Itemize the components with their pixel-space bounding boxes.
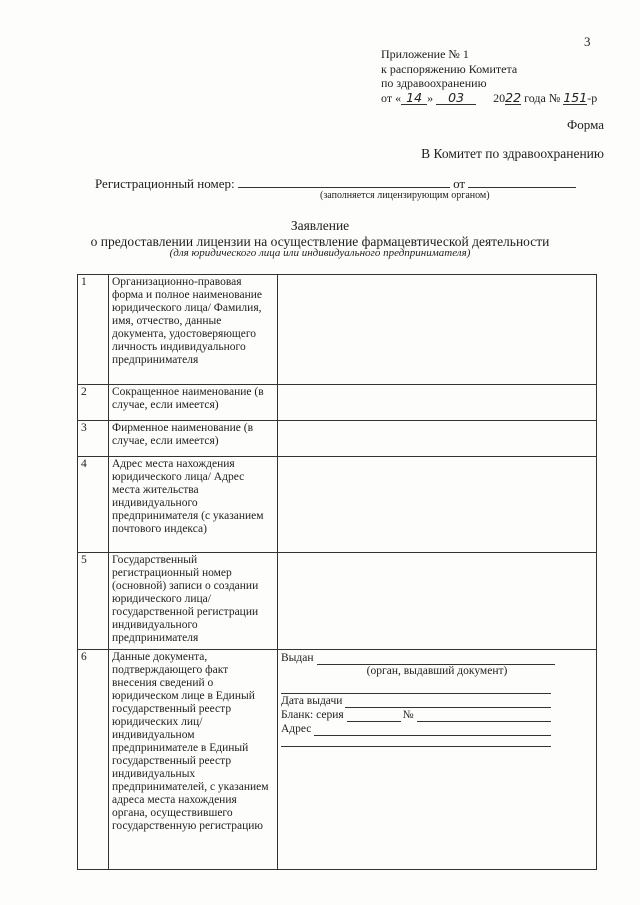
order-number: 151 [563, 89, 588, 105]
table-row [78, 421, 597, 457]
row-number: 6 [78, 650, 109, 870]
issue-date-line [281, 694, 593, 708]
appendix-line-1: Приложение № 1 [381, 47, 469, 61]
row-label: Адрес места нахождения юридического лица/ Адрес места жительства индивидуального предпринимателя (с указанием почтового индекса) [109, 457, 278, 553]
blank-number-field[interactable] [417, 710, 551, 722]
row-number: 2 [78, 385, 109, 421]
doc-title: Заявление [290, 218, 350, 233]
row-label: Сокращенное наименование (в случае, если имеется) [109, 385, 278, 421]
issued-field-line-2[interactable] [281, 679, 551, 694]
row-label: Организационно-правовая форма и полное наименование юридического лица/ Фамилия, имя, отчество, данные документа, удостоверяющего личность индивидуального предпринимателя [109, 275, 278, 385]
row-value-field[interactable] [278, 553, 597, 650]
number-sign: № [548, 90, 561, 105]
row-label: Данные документа, подтверждающего факт внесения сведений о юридическом лице в Единый государственный реестр юридических лиц/ индивидуальном предпринимателе в Единый государственный реестр индивидуальных предпринимателей, с указанием адреса места нахождения органа, осуществившего государственную регистрацию [109, 650, 278, 870]
issued-field[interactable] [317, 653, 555, 665]
table-row [78, 385, 597, 421]
date-year-prefix: 20 [493, 90, 506, 105]
row-number: 1 [78, 275, 109, 385]
issued-note: (орган, выдавший документ) [366, 665, 508, 677]
doc-subtitle: о предоставлении лицензии на осуществление фармацевтической деятельности [90, 234, 550, 249]
row-number: 5 [78, 553, 109, 650]
page-number: 3 [584, 34, 591, 49]
table-row [78, 650, 597, 870]
address-field[interactable] [314, 724, 551, 736]
issued-line [281, 651, 593, 665]
row-value-field[interactable] [278, 421, 597, 457]
doc-subtitle-note: (для юридического лица или индивидуального предпринимателя) [169, 247, 471, 259]
row-label: Фирменное наименование (в случае, если имеется) [109, 421, 278, 457]
date-year-suffix: 22 [505, 89, 522, 105]
row-value-field[interactable] [278, 385, 597, 421]
table-row [78, 457, 597, 553]
registration-number-field[interactable] [238, 187, 450, 188]
appendix-block [381, 47, 597, 105]
blank-series-field[interactable] [347, 710, 401, 722]
date-quote-close: » [427, 90, 434, 105]
address-label: Адрес [281, 723, 312, 735]
issued-label: Выдан [281, 652, 314, 664]
appendix-line-3: по здравоохранению [381, 76, 487, 90]
recipient: В Комитет по здравоохранению [421, 146, 604, 161]
application-table [77, 274, 597, 870]
row-number: 4 [78, 457, 109, 553]
issue-date-label: Дата выдачи [281, 695, 343, 707]
blank-series-line [281, 708, 593, 722]
order-number-suffix: -р [587, 90, 598, 105]
blank-number-label: № [402, 709, 414, 721]
date-prefix: от « [381, 90, 402, 105]
appendix-line-2: к распоряжению Комитета [381, 61, 518, 76]
appendix-date-line [381, 91, 597, 106]
row-label: Государственный регистрационный номер (основной) записи о создании юридического лица/ государственной регистрации индивидуального предпринимателя [109, 553, 278, 650]
form-label: Форма [567, 117, 604, 132]
row-value-field[interactable] [278, 457, 597, 553]
date-month: 03 [436, 92, 476, 105]
row-number: 3 [78, 421, 109, 457]
issue-date-field[interactable] [345, 696, 551, 708]
blank-series-label: Бланк: серия [281, 709, 344, 721]
address-field-line-2[interactable] [281, 736, 551, 747]
address-line [281, 722, 593, 736]
table-row [78, 275, 597, 385]
row6-value [278, 650, 597, 870]
row-value-field[interactable] [278, 275, 597, 385]
registration-date-field[interactable] [468, 187, 576, 188]
date-year-word: года [524, 90, 546, 105]
registration-note: (заполняется лицензирующим органом) [320, 190, 490, 201]
registration-label: Регистрационный номер: [95, 176, 235, 191]
date-day: 14 [401, 92, 427, 105]
table-row [78, 553, 597, 650]
registration-from-label: от [453, 176, 466, 191]
